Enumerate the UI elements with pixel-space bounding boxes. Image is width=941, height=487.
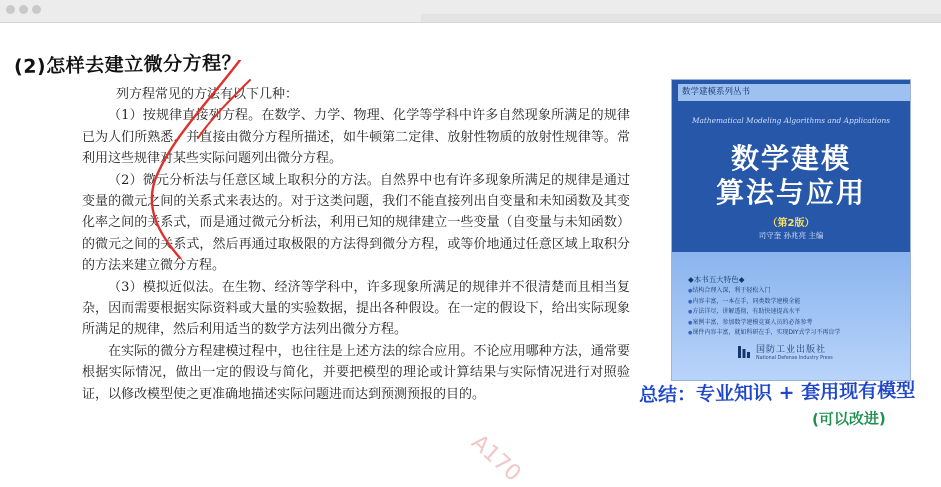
cover-series: 数学建模系列丛书 xyxy=(678,84,910,101)
list-item: ● 方法详尽，讲解透彻，有助快速提高水平 xyxy=(688,307,840,318)
list-item: ● 课件内容丰富，就如科研在手，实现DIY式学习不再盲学 xyxy=(688,328,840,339)
cover-publisher-en: National Defense Industry Press xyxy=(756,356,833,361)
cover-title-line2: 算法与应用 xyxy=(715,176,866,209)
viewer-toolbar xyxy=(0,0,941,23)
book-cover xyxy=(672,80,910,380)
window-dot[interactable] xyxy=(19,5,28,14)
cover-edition: （第2版） xyxy=(767,218,815,229)
handwritten-heading: (2)怎样去建立微分方程？ xyxy=(13,52,242,78)
handwritten-summary-note: (可以改进) xyxy=(811,409,886,429)
window-dot[interactable] xyxy=(6,5,15,14)
document-text xyxy=(82,84,630,405)
window-dot[interactable] xyxy=(32,5,41,14)
handwritten-summary: 总结：专业知识 + 套用现有模型 xyxy=(638,379,916,407)
list-item: ● 结构合理入深，利于轻松入门 xyxy=(688,286,840,297)
doc-lead: 列方程常见的方法有以下几种： xyxy=(116,87,299,102)
doc-paragraph-2: （2）微元分析法与任意区域上取积分的方法。自然界中也有许多现象所满足的规律是通过变量的微元之间的关系式来表达的。对于这类问题，我们不能直接列出自变量和未知函数及其变化率之间的关系式，而是通过微元分析法，利用已知的规律建立一些变量（自变量与未知函数）的微元之间的关系式，然后再通过取极限的方法得到微分方程，或等价地通过任意区域上取积分的方法来建立微分方程。 xyxy=(82,172,630,274)
doc-paragraph-1: （1）按规律直接列方程。在数学、力学、物理、化学等学科中许多自然现象所满足的规律已为人们所熟悉，并直接由微分方程所描述，如牛顿第二定律、放射性物质的放射性规律等。常利用这些规律对某些实际问题列出微分方程。 xyxy=(82,108,630,167)
cover-title-line1: 数学建模 xyxy=(730,142,851,175)
toolbar-strip xyxy=(421,14,941,22)
cover-english-title: Mathematical Modeling Algorithms and Applications xyxy=(691,116,891,125)
list-item: ● 案例丰富，参加数学建模竞赛人员的必备参考 xyxy=(688,318,840,329)
list-item: ● 内容丰富，一本在手，同类数学建模全能 xyxy=(688,297,840,308)
doc-paragraph-4: 在实际的微分方程建模过程中，也往往是上述方法的综合应用。不论应用哪种方法，通常要根据实际情况，做出一定的假设与简化，并要把模型的理论或计算结果与实际情况进行对照验证，以修改模型使之更准确地描述实际问题进而达到预测预报的目的。 xyxy=(82,343,630,402)
cover-features-title: ◆本书五大特色◆ xyxy=(688,275,745,284)
cover-feature-list xyxy=(688,286,840,339)
watermark: A170 xyxy=(466,430,526,487)
window-controls[interactable] xyxy=(6,5,41,14)
publisher-logo-icon xyxy=(736,344,752,360)
cover-authors: 司守奎 孙兆亮 主编 xyxy=(758,231,824,240)
doc-paragraph-3: （3）模拟近似法。在生物、经济等学科中，许多现象所满足的规律并不很清楚而且相当复杂，因而需要根据实际资料或大量的实验数据，提出各种假设。在一定的假设下，给出实际现象所满足的规律，然后利用适当的数学方法列出微分方程。 xyxy=(82,279,630,338)
cover-publisher: 国防工业出版社 xyxy=(756,345,827,355)
